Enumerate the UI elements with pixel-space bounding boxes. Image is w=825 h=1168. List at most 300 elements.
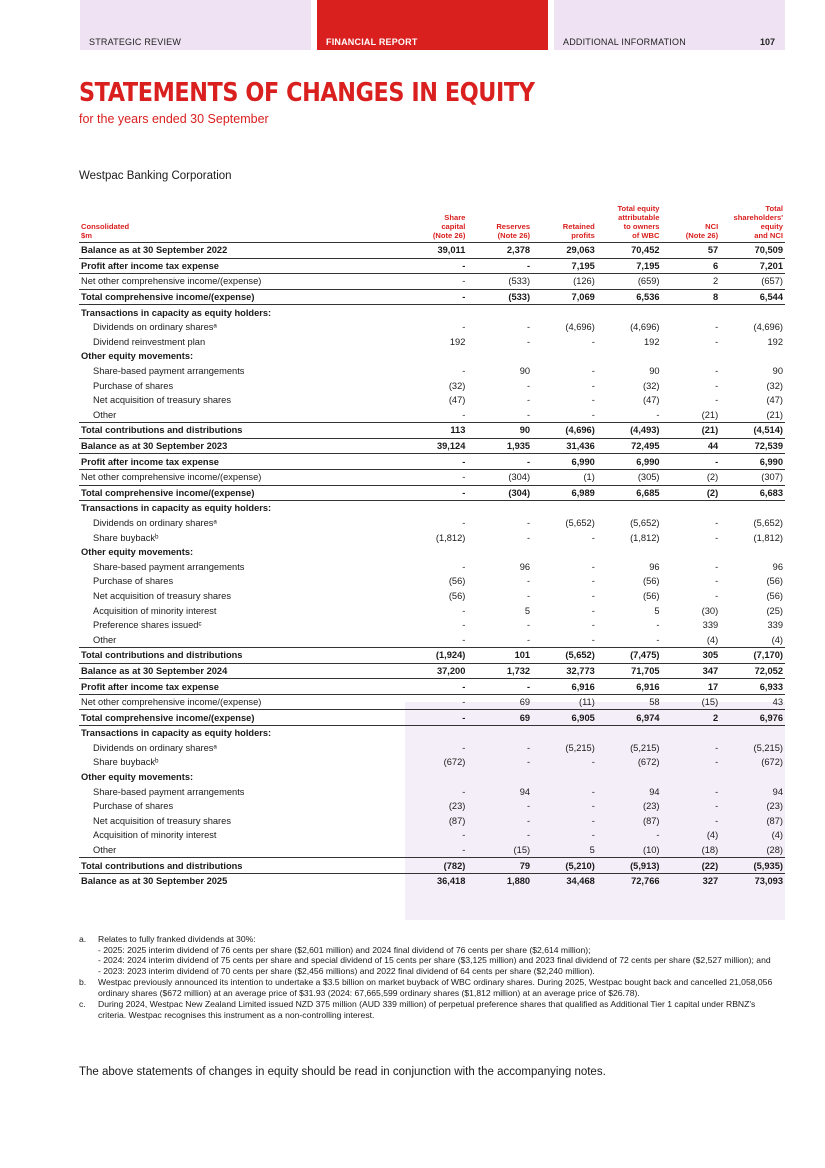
table-cell: (657): [720, 274, 785, 290]
table-cell: -: [591, 380, 595, 391]
table-cell: (5,913): [597, 858, 662, 874]
closing-note: The above statements of changes in equity should be read in conjunction with the accompanying notes.: [79, 1066, 606, 1078]
footnote-a: [79, 934, 785, 976]
row-label: Profit after income tax expense: [79, 454, 403, 470]
table-cell: -: [462, 561, 466, 572]
table-cell: (23): [448, 801, 466, 812]
table-cell: (672): [637, 757, 660, 768]
table-cell: [597, 501, 662, 516]
table-cell: 6,974: [597, 710, 662, 726]
header-total-equity-wbc: Total equity attributable to owners of WBC: [597, 198, 662, 243]
entity-name: Westpac Banking Corporation: [79, 170, 232, 182]
table-cell: (21): [766, 409, 783, 420]
table-cell: (5,215): [565, 742, 595, 753]
table-cell: 7,195: [532, 258, 597, 274]
table-cell: 192: [449, 336, 466, 347]
table-cell: 39,011: [437, 245, 466, 256]
table-cell: [662, 349, 721, 364]
table-cell: 44: [662, 438, 721, 454]
table-cell: -: [403, 258, 468, 274]
table-row: [79, 858, 785, 874]
row-label: Balance as at 30 September 2024: [79, 663, 403, 679]
table-cell: 192: [644, 336, 660, 347]
table-cell: 72,052: [720, 663, 785, 679]
table-cell: (10): [642, 845, 660, 856]
footnote-text: - 2023: 2023 interim dividend of 70 cents per share ($2,456 millions) and 2022 final dividend of 64 cents per share ($2,240 million).: [98, 965, 595, 976]
table-cell: (32): [448, 380, 466, 391]
footnote-letter: b.: [79, 977, 87, 987]
table-cell: -: [403, 289, 468, 305]
row-label: Balance as at 30 September 2025: [79, 873, 403, 888]
table-cell: -: [715, 395, 719, 406]
table-cell: -: [462, 322, 466, 333]
table-cell: 90: [649, 366, 660, 377]
table-cell: (18): [701, 845, 719, 856]
table-cell: (5,215): [630, 742, 660, 753]
table-cell: [532, 305, 597, 320]
table-cell: (533): [467, 289, 532, 305]
row-label: Transactions in capacity as equity holders:: [79, 501, 403, 516]
table-cell: (22): [662, 858, 721, 874]
table-cell: (4,696): [565, 322, 595, 333]
row-label: Purchase of shares: [93, 576, 174, 587]
table-cell: -: [462, 517, 466, 528]
row-label: Other equity movements:: [81, 772, 194, 783]
table-cell: [720, 545, 785, 560]
table-cell: -: [526, 576, 531, 587]
table-cell: (56): [766, 576, 783, 587]
header-share-capital: Share capital (Note 26): [403, 198, 468, 243]
table-row: [79, 364, 785, 379]
table-cell: 101: [467, 648, 532, 664]
table-row: [79, 545, 785, 560]
table-cell: 6,933: [720, 679, 785, 695]
table-cell: [597, 349, 662, 364]
table-cell: -: [462, 620, 466, 631]
table-cell: 5: [654, 605, 660, 616]
table-cell: -: [462, 786, 466, 797]
table-cell: -: [467, 679, 532, 695]
row-label: Share-based payment arrangements: [93, 786, 245, 797]
table-cell: (4): [706, 830, 719, 841]
table-cell: -: [462, 366, 466, 377]
table-cell: 79: [467, 858, 532, 874]
table-cell: -: [526, 634, 531, 645]
table-cell: -: [462, 742, 466, 753]
table-cell: [467, 726, 532, 741]
table-cell: 6,683: [720, 485, 785, 501]
footnote-text: - 2024: 2024 interim dividend of 75 cents per share and special dividend of 15 cents per share ($3,125 million) and 2023 final dividend of 72 cents per share ($2,527 million); and: [98, 955, 771, 965]
table-cell: 70,452: [631, 245, 660, 256]
table-row: [79, 501, 785, 516]
table-cell: [662, 545, 721, 560]
table-cell: 1,935: [467, 438, 532, 454]
header-retained-profits: Retained profits: [532, 198, 597, 243]
table-cell: 347: [662, 663, 721, 679]
table-cell: (4,696): [532, 423, 597, 439]
table-cell: (32): [766, 380, 783, 391]
table-cell: 1,880: [467, 873, 532, 888]
table-cell: -: [656, 409, 660, 420]
table-cell: 2,378: [506, 245, 531, 256]
table-cell: [532, 770, 597, 785]
table-cell: -: [591, 830, 595, 841]
table-row: [79, 694, 785, 710]
footnote-text: - 2025: 2025 interim dividend of 76 cents per share ($2,601 million) and 2024 final dividend of 76 cents per share ($2,614 million);: [98, 944, 591, 955]
table-cell: -: [526, 517, 531, 528]
equity-table: [79, 198, 785, 889]
table-cell: -: [591, 561, 595, 572]
table-cell: [403, 770, 468, 785]
table-cell: -: [526, 801, 531, 812]
table-cell: (5,652): [630, 517, 660, 528]
table-row: [79, 755, 785, 770]
table-cell: -: [715, 757, 719, 768]
table-row: [79, 454, 785, 470]
table-cell: (56): [448, 576, 466, 587]
row-label: Other equity movements:: [81, 351, 194, 362]
table-cell: -: [591, 590, 595, 601]
footnote-c: [79, 999, 785, 1020]
table-cell: 327: [662, 873, 721, 888]
table-row: [79, 289, 785, 305]
table-cell: (5,652): [565, 517, 595, 528]
table-cell: 6,685: [597, 485, 662, 501]
row-label: Dividends on ordinary sharesᵃ: [93, 517, 217, 528]
row-label: Other: [93, 409, 117, 420]
table-cell: 36,418: [403, 873, 468, 888]
table-cell: -: [715, 336, 719, 347]
table-cell: (533): [467, 274, 532, 290]
table-cell: (672): [443, 757, 466, 768]
table-cell: 7,201: [720, 258, 785, 274]
tab-additional-information-label: ADDITIONAL INFORMATION: [563, 37, 686, 47]
table-cell: 6,916: [532, 679, 597, 695]
table-cell: -: [526, 395, 531, 406]
table-cell: [597, 545, 662, 560]
table-cell: 69: [467, 710, 532, 726]
table-cell: 8: [662, 289, 721, 305]
table-cell: 32,773: [532, 663, 597, 679]
header-consolidated: Consolidated $m: [79, 198, 403, 243]
row-label: Net acquisition of treasury shares: [93, 395, 231, 406]
table-cell: 96: [772, 561, 783, 572]
table-cell: -: [526, 380, 531, 391]
footnotes: [79, 934, 785, 1021]
table-cell: [662, 305, 721, 320]
table-cell: 113: [403, 423, 468, 439]
table-cell: [467, 305, 532, 320]
tab-additional-information[interactable]: [554, 0, 785, 50]
page-number: 107: [759, 37, 775, 47]
table-cell: -: [591, 366, 595, 377]
table-cell: 6,976: [720, 710, 785, 726]
table-cell: (87): [766, 815, 783, 826]
table-cell: (4): [771, 830, 783, 841]
table-cell: -: [591, 757, 595, 768]
table-cell: 31,436: [532, 438, 597, 454]
row-label: Transactions in capacity as equity holders:: [79, 305, 403, 320]
table-cell: (305): [597, 469, 662, 485]
table-cell: 1,732: [467, 663, 532, 679]
table-cell: [720, 770, 785, 785]
row-label: Net other comprehensive income/(expense): [79, 469, 403, 485]
table-row: [79, 589, 785, 604]
table-cell: -: [591, 815, 595, 826]
table-cell: 72,495: [597, 438, 662, 454]
table-cell: (4,696): [630, 322, 660, 333]
page-subtitle: for the years ended 30 September: [79, 112, 269, 126]
table-cell: (15): [513, 845, 531, 856]
row-label: Net other comprehensive income/(expense): [79, 694, 403, 710]
table-cell: (25): [766, 605, 783, 616]
table-cell: -: [526, 322, 531, 333]
table-cell: -: [462, 605, 466, 616]
row-label: Transactions in capacity as equity holders:: [79, 726, 403, 741]
table-cell: [403, 349, 468, 364]
table-cell: (782): [403, 858, 468, 874]
page-title: STATEMENTS OF CHANGES IN EQUITY: [79, 78, 535, 108]
table-cell: (28): [766, 845, 783, 856]
table-cell: (21): [701, 409, 719, 420]
table-row: [79, 274, 785, 290]
table-cell: [662, 726, 721, 741]
table-cell: (15): [662, 694, 721, 710]
row-label: Dividends on ordinary sharesᵃ: [93, 322, 217, 333]
table-cell: 7,069: [532, 289, 597, 305]
table-cell: -: [715, 742, 719, 753]
row-label: Net acquisition of treasury shares: [93, 590, 231, 601]
table-cell: -: [526, 336, 531, 347]
table-row: [79, 843, 785, 858]
table-cell: -: [591, 605, 595, 616]
table-row: [79, 516, 785, 531]
row-label: Preference shares issuedᶜ: [93, 620, 202, 631]
table-cell: (1): [532, 469, 597, 485]
table-row: [79, 770, 785, 785]
table-cell: -: [656, 634, 660, 645]
table-row: [79, 243, 785, 259]
table-cell: [720, 501, 785, 516]
table-cell: 192: [767, 336, 783, 347]
table-row: [79, 305, 785, 320]
table-cell: (32): [642, 380, 660, 391]
table-cell: (1,812): [435, 532, 466, 543]
table-row: [79, 258, 785, 274]
table-cell: -: [715, 590, 719, 601]
tab-financial-report[interactable]: [317, 0, 548, 50]
table-cell: -: [715, 322, 719, 333]
table-cell: (7,475): [597, 648, 662, 664]
table-cell: 73,093: [720, 873, 785, 888]
table-cell: -: [467, 454, 532, 470]
table-cell: (2): [662, 469, 721, 485]
table-cell: -: [526, 590, 531, 601]
row-label: Total contributions and distributions: [79, 423, 403, 439]
table-cell: -: [715, 576, 719, 587]
row-label: Total comprehensive income/(expense): [79, 485, 403, 501]
table-cell: 6,990: [597, 454, 662, 470]
row-label: Share-based payment arrangements: [93, 366, 245, 377]
table-row: [79, 423, 785, 439]
table-cell: 6,990: [532, 454, 597, 470]
table-cell: (47): [766, 395, 783, 406]
table-cell: 6,916: [597, 679, 662, 695]
table-cell: 29,063: [566, 245, 595, 256]
row-label: Other: [93, 634, 117, 645]
table-cell: -: [403, 485, 468, 501]
footnote-text: Relates to fully franked dividends at 30%:: [98, 934, 256, 944]
table-cell: (47): [642, 395, 660, 406]
table-cell: [532, 726, 597, 741]
table-cell: 94: [772, 786, 783, 797]
table-cell: [597, 726, 662, 741]
table-cell: (56): [642, 576, 660, 587]
table-cell: -: [656, 620, 660, 631]
table-cell: (304): [467, 469, 532, 485]
table-cell: (56): [448, 590, 466, 601]
tab-strategic-review[interactable]: [80, 0, 311, 50]
table-row: [79, 679, 785, 695]
table-cell: (56): [642, 590, 660, 601]
table-cell: [720, 349, 785, 364]
table-cell: (21): [662, 423, 721, 439]
table-row: [79, 378, 785, 393]
table-row: [79, 530, 785, 545]
table-cell: (672): [761, 757, 783, 768]
row-label: Share buybackᵇ: [93, 757, 159, 768]
table-row: [79, 559, 785, 574]
table-row: [79, 663, 785, 679]
table-cell: 43: [720, 694, 785, 710]
table-cell: -: [591, 336, 595, 347]
table-row: [79, 632, 785, 647]
table-cell: -: [591, 620, 595, 631]
table-cell: -: [403, 679, 468, 695]
table-cell: [597, 305, 662, 320]
table-cell: -: [462, 830, 466, 841]
table-cell: -: [526, 409, 531, 420]
table-cell: [403, 726, 468, 741]
table-cell: 6,989: [532, 485, 597, 501]
table-cell: 96: [649, 561, 660, 572]
table-cell: -: [715, 561, 719, 572]
row-label: Total contributions and distributions: [79, 648, 403, 664]
table-cell: (30): [701, 605, 719, 616]
table-cell: 6,536: [597, 289, 662, 305]
table-cell: [662, 501, 721, 516]
table-row: [79, 814, 785, 829]
header-total-shareholders-equity: Total shareholders' equity and NCI: [720, 198, 785, 243]
table-cell: (304): [467, 485, 532, 501]
footnote-b: [79, 977, 785, 998]
table-cell: 17: [662, 679, 721, 695]
table-cell: (5,935): [720, 858, 785, 874]
table-cell: -: [715, 517, 719, 528]
table-cell: -: [526, 830, 531, 841]
table-cell: -: [715, 786, 719, 797]
table-cell: 5: [524, 605, 531, 616]
table-cell: -: [591, 786, 595, 797]
table-cell: -: [591, 801, 595, 812]
tab-financial-report-label: FINANCIAL REPORT: [326, 37, 418, 47]
table-cell: -: [715, 815, 719, 826]
table-cell: (4): [706, 634, 719, 645]
table-cell: [720, 305, 785, 320]
row-label: Acquisition of minority interest: [93, 605, 217, 616]
table-cell: [532, 501, 597, 516]
table-cell: (126): [532, 274, 597, 290]
footnote-letter: c.: [79, 999, 86, 1009]
table-cell: [403, 501, 468, 516]
table-cell: [662, 770, 721, 785]
table-cell: -: [526, 620, 531, 631]
table-cell: 5: [589, 845, 595, 856]
header-reserves: Reserves (Note 26): [467, 198, 532, 243]
table-cell: -: [403, 274, 468, 290]
footnote-text: During 2024, Westpac New Zealand Limited issued NZD 375 million (AUD 339 million) of perpetual preference shares that qualified as Additional Tier 1 capital under RBNZ's criteria. Westpac recognises this instrument as a non-controlling interest.: [98, 999, 756, 1020]
table-cell: (1,812): [630, 532, 660, 543]
table-cell: 37,200: [403, 663, 468, 679]
table-cell: -: [467, 258, 532, 274]
table-row: [79, 799, 785, 814]
row-label: Profit after income tax expense: [79, 679, 403, 695]
footnote-letter: a.: [79, 934, 87, 944]
table-row: [79, 710, 785, 726]
row-label: Purchase of shares: [93, 801, 174, 812]
table-cell: (47): [448, 395, 466, 406]
table-cell: [403, 545, 468, 560]
table-cell: 70,509: [754, 245, 783, 256]
table-cell: -: [656, 830, 660, 841]
table-row: [79, 349, 785, 364]
top-navigation: [0, 0, 825, 50]
row-label: Acquisition of minority interest: [93, 830, 217, 841]
table-cell: -: [662, 454, 721, 470]
table-cell: 94: [519, 786, 531, 797]
table-row: [79, 320, 785, 335]
table-cell: (23): [766, 801, 783, 812]
table-cell: 72,539: [720, 438, 785, 454]
table-cell: (5,210): [532, 858, 597, 874]
table-cell: 339: [767, 620, 783, 631]
table-cell: -: [591, 395, 595, 406]
row-label: Dividend reinvestment plan: [93, 336, 206, 347]
table-body: [79, 243, 785, 889]
row-label: Share-based payment arrangements: [93, 561, 245, 572]
table-cell: -: [591, 532, 595, 543]
footnote-text: Westpac previously announced its intention to undertake a $3.5 billion on market buyback of WBC ordinary shares. During 2025, Westpac bought back and cancelled 21,058,056 ordinary shares ($672 million) at an average price of $31.93 (2024: 67,665,599 ordinary shares ($1,812 million) at an average price of $26.78).: [98, 977, 773, 998]
table-cell: 58: [597, 694, 662, 710]
row-label: Balance as at 30 September 2023: [79, 438, 403, 454]
table-cell: (4,696): [753, 322, 783, 333]
table-cell: 90: [467, 423, 532, 439]
table-cell: -: [403, 469, 468, 485]
table-cell: 39,124: [403, 438, 468, 454]
table-cell: 96: [519, 561, 531, 572]
table-cell: [467, 770, 532, 785]
table-cell: 90: [519, 366, 531, 377]
table-cell: -: [462, 845, 466, 856]
table-row: [79, 574, 785, 589]
table-cell: -: [591, 409, 595, 420]
table-row: [79, 438, 785, 454]
table-cell: 94: [649, 786, 660, 797]
row-label: Balance as at 30 September 2022: [81, 245, 228, 256]
table-row: [79, 648, 785, 664]
table-cell: 69: [467, 694, 532, 710]
row-label: Total comprehensive income/(expense): [79, 289, 403, 305]
